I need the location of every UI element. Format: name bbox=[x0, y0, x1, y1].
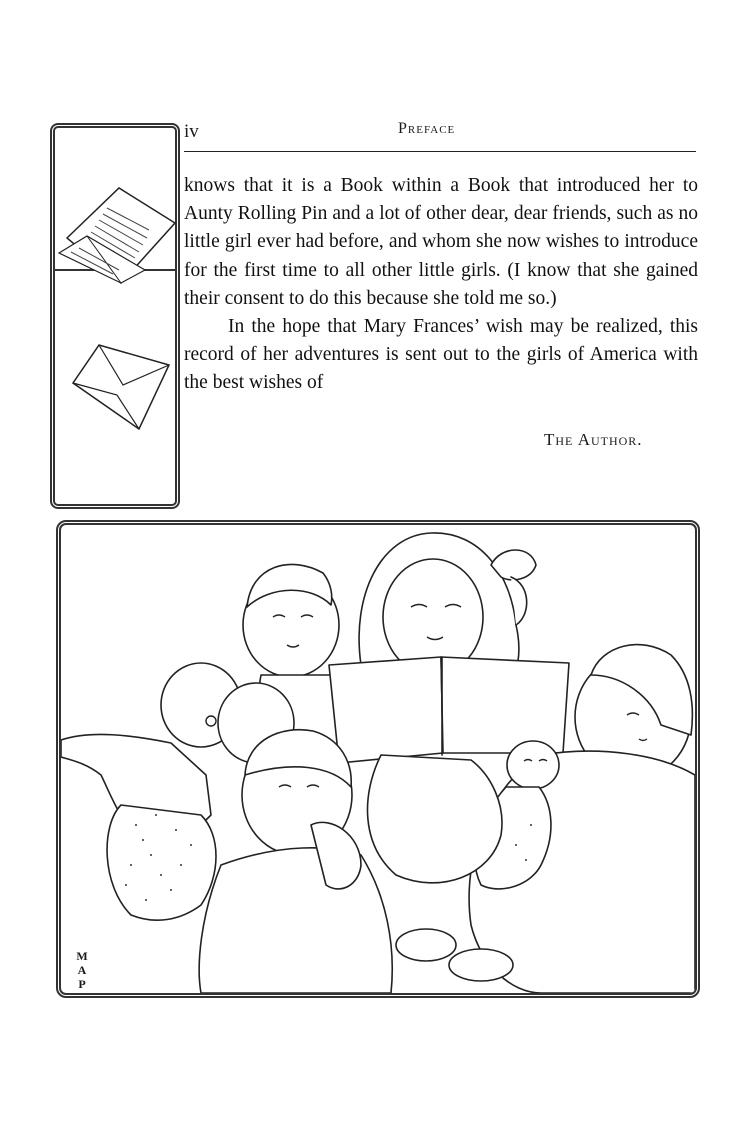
paragraph: In the hope that Mary Frances’ wish may be realized, this record of her adventures is sent out to the girls of America with the best wishes of bbox=[184, 316, 698, 394]
open-letter-icon bbox=[57, 168, 177, 298]
line-drawing bbox=[61, 525, 695, 993]
decorative-side-border bbox=[50, 123, 180, 509]
preface-text bbox=[184, 172, 698, 398]
envelope-icon bbox=[67, 333, 177, 443]
header-rule bbox=[184, 151, 696, 152]
paragraph: knows that it is a Book within a Book that introduced her to Aunty Rolling Pin and a lot of other dear, dear friends, such as no little girl ever had before, and whom she now wishes to introduce for the first time to all other little girls. (I know that she gained their consent to do this because she told me so.) bbox=[184, 175, 698, 309]
monogram-letter: P bbox=[78, 977, 86, 991]
monogram-letter: M bbox=[76, 949, 88, 963]
page-number: iv bbox=[184, 121, 199, 142]
children-reading-illustration bbox=[56, 520, 700, 998]
author-signature: The Author. bbox=[544, 430, 643, 449]
monogram-letter: A bbox=[77, 963, 87, 977]
illustrator-monogram bbox=[71, 949, 93, 991]
running-head: Preface bbox=[398, 120, 456, 137]
